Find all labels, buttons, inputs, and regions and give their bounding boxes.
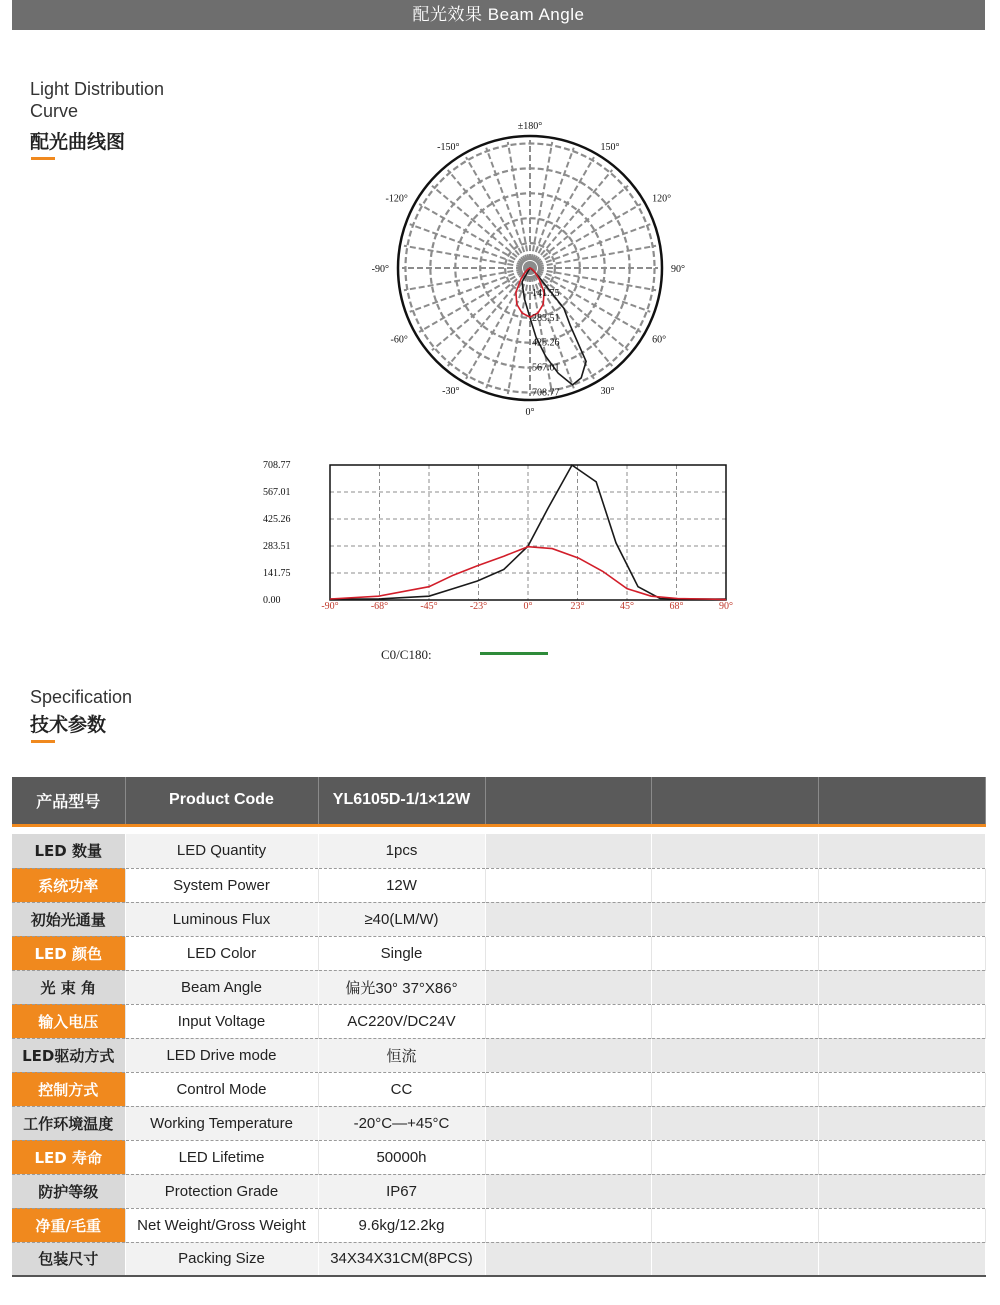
table-cell — [485, 1072, 651, 1106]
table-cell — [651, 970, 818, 1004]
chart-x-tick-label: -90° — [321, 601, 339, 612]
table-cell: -20°C—+45°C — [318, 1106, 485, 1140]
polar-distribution-chart — [371, 118, 685, 418]
table-cell — [485, 1140, 651, 1174]
table-cell — [818, 1004, 985, 1038]
table-cell: 9.6kg/12.2kg — [318, 1208, 485, 1242]
table-header-cell — [651, 777, 818, 825]
table-header-row — [12, 777, 985, 825]
table-row — [12, 1072, 985, 1106]
polar-spoke — [448, 274, 525, 366]
chart-y-tick-label: 283.51 — [263, 541, 291, 552]
table-cell — [485, 1038, 651, 1072]
table-cell: Net Weight/Gross Weight — [125, 1208, 318, 1242]
table-spacer — [12, 825, 985, 834]
table-cell — [818, 1242, 985, 1276]
table-cell: 12W — [318, 868, 485, 902]
table-cell — [651, 1072, 818, 1106]
table-row — [12, 970, 985, 1004]
table-cell: ≥40(LM/W) — [318, 902, 485, 936]
polar-angle-label: -30° — [442, 386, 460, 398]
section-accent-bar — [31, 740, 55, 743]
table-cell — [818, 1140, 985, 1174]
table-cell — [651, 1140, 818, 1174]
table-cell — [818, 1174, 985, 1208]
table-cell: 初始光通量 — [12, 902, 125, 936]
table-row — [12, 1242, 985, 1276]
table-cell — [485, 834, 651, 868]
table-cell: 50000h — [318, 1140, 485, 1174]
polar-angle-label: ±180° — [517, 121, 543, 132]
polar-angle-label: 150° — [600, 141, 620, 153]
polar-angle-label: -90° — [371, 264, 389, 275]
specification-title-cn: 技术参数 — [30, 714, 107, 736]
table-cell — [485, 936, 651, 970]
table-header-cell — [818, 777, 985, 825]
table-cell — [651, 1038, 818, 1072]
table-cell: LED Drive mode — [125, 1038, 318, 1072]
table-row — [12, 1140, 985, 1174]
polar-spoke — [536, 186, 628, 263]
table-cell: Working Temperature — [125, 1106, 318, 1140]
polar-ring-label: 708.77 — [532, 387, 560, 399]
table-cell: CC — [318, 1072, 485, 1106]
polar-angle-label: 90° — [671, 264, 685, 275]
polar-ring-label: 283.51 — [532, 312, 560, 324]
table-cell — [651, 902, 818, 936]
legend-label: C0/C180: — [381, 647, 432, 662]
table-cell: LED 数量 — [12, 834, 125, 868]
table-cell — [651, 868, 818, 902]
table-cell: Packing Size — [125, 1242, 318, 1276]
distribution-title-cn: 配光曲线图 — [30, 131, 126, 153]
table-cell — [818, 970, 985, 1004]
chart-x-tick-label: -45° — [420, 601, 438, 612]
chart-x-tick-label: 68° — [669, 601, 684, 612]
legend-swatch — [480, 652, 548, 655]
table-cell — [818, 1038, 985, 1072]
table-cell: LED Quantity — [125, 834, 318, 868]
polar-angle-label: 30° — [600, 386, 615, 398]
table-cell: 净重/毛重 — [12, 1208, 125, 1242]
table-row — [12, 1208, 985, 1242]
table-header-cell: Product Code — [125, 777, 318, 825]
table-row — [12, 1106, 985, 1140]
table-cell — [485, 1208, 651, 1242]
table-cell: 光 束 角 — [12, 970, 125, 1004]
polar-spoke — [531, 142, 552, 260]
table-cell — [651, 1208, 818, 1242]
chart-x-tick-label: 90° — [719, 601, 733, 612]
distribution-line-chart — [255, 455, 755, 620]
polar-angle-label: 120° — [652, 193, 672, 205]
polar-ring-label: 141.75 — [532, 287, 560, 299]
table-cell — [651, 1106, 818, 1140]
polar-spoke — [508, 142, 529, 260]
table-cell — [651, 1004, 818, 1038]
polar-spoke — [404, 269, 522, 290]
chart-y-tick-label: 425.26 — [263, 514, 291, 525]
chart-x-tick-label: -23° — [469, 601, 488, 612]
table-cell: Single — [318, 936, 485, 970]
chart-y-tick-label: 567.01 — [263, 487, 291, 498]
specification-title-en: Specification — [30, 687, 133, 707]
table-cell — [651, 1174, 818, 1208]
table-cell: Input Voltage — [125, 1004, 318, 1038]
table-cell: AC220V/DC24V — [318, 1004, 485, 1038]
chart-x-tick-label: -68° — [370, 601, 389, 612]
table-cell — [485, 902, 651, 936]
table-cell — [485, 1004, 651, 1038]
table-cell: Beam Angle — [125, 970, 318, 1004]
table-cell: LED Lifetime — [125, 1140, 318, 1174]
table-cell — [651, 936, 818, 970]
table-cell — [651, 834, 818, 868]
table-cell: Protection Grade — [125, 1174, 318, 1208]
table-cell — [818, 834, 985, 868]
table-row — [12, 868, 985, 902]
table-cell: LED 寿命 — [12, 1140, 125, 1174]
polar-spoke — [404, 246, 522, 267]
polar-spoke — [535, 170, 612, 262]
table-cell: 偏光30° 37°X86° — [318, 970, 485, 1004]
polar-angle-label: 60° — [652, 334, 667, 346]
table-cell: 包装尺寸 — [12, 1242, 125, 1276]
polar-angle-label: 0° — [525, 407, 535, 418]
table-cell — [485, 970, 651, 1004]
table-row — [12, 1004, 985, 1038]
table-cell: 34X34X31CM(8PCS) — [318, 1242, 485, 1276]
table-header-cell: 产品型号 — [12, 777, 125, 825]
chart-y-tick-label: 0.00 — [263, 595, 281, 606]
table-row — [12, 1038, 985, 1072]
chart-y-tick-label: 708.77 — [263, 460, 291, 471]
table-cell — [485, 1174, 651, 1208]
table-row — [12, 902, 985, 936]
table-spacer-cell — [12, 825, 985, 834]
polar-angle-label: -120° — [385, 193, 408, 205]
table-header-cell — [485, 777, 651, 825]
chart-x-tick-label: 23° — [570, 601, 585, 612]
table-cell — [818, 902, 985, 936]
table-header-cell: YL6105D-1/1×12W — [318, 777, 485, 825]
polar-spoke — [508, 276, 529, 394]
table-cell: 防护等级 — [12, 1174, 125, 1208]
table-cell — [485, 1106, 651, 1140]
table-cell: LED驱动方式 — [12, 1038, 125, 1072]
table-cell: 1pcs — [318, 834, 485, 868]
table-cell: 输入电压 — [12, 1004, 125, 1038]
chart-x-tick-label: 0° — [523, 601, 533, 612]
polar-spoke — [538, 246, 656, 267]
table-cell — [485, 868, 651, 902]
table-cell — [818, 868, 985, 902]
table-cell — [818, 1072, 985, 1106]
polar-angle-label: -150° — [437, 141, 460, 153]
polar-spoke — [448, 170, 525, 262]
table-cell — [651, 1242, 818, 1276]
polar-angle-label: -60° — [390, 334, 408, 346]
table-row — [12, 834, 985, 868]
polar-ring-label: 567.01 — [532, 362, 560, 374]
table-cell — [485, 1242, 651, 1276]
table-cell — [818, 936, 985, 970]
table-cell: 恒流 — [318, 1038, 485, 1072]
table-cell: Control Mode — [125, 1072, 318, 1106]
table-cell — [818, 1208, 985, 1242]
section-accent-bar — [31, 157, 55, 160]
specification-table — [12, 777, 986, 1277]
polar-spoke — [432, 273, 524, 350]
table-cell: 系统功率 — [12, 868, 125, 902]
section-banner: 配光效果 Beam Angle — [12, 0, 985, 30]
chart-x-tick-label: 45° — [620, 601, 634, 612]
distribution-title-en-line2: Curve — [30, 101, 79, 121]
table-cell: LED 颜色 — [12, 936, 125, 970]
table-cell: IP67 — [318, 1174, 485, 1208]
table-cell — [818, 1106, 985, 1140]
table-cell: System Power — [125, 868, 318, 902]
table-row — [12, 936, 985, 970]
table-cell: 工作环境温度 — [12, 1106, 125, 1140]
chart-y-tick-label: 141.75 — [263, 568, 291, 579]
table-cell: 控制方式 — [12, 1072, 125, 1106]
table-cell: Luminous Flux — [125, 902, 318, 936]
distribution-title-en: Light Distribution — [30, 79, 165, 99]
table-row — [12, 1174, 985, 1208]
polar-ring-label: 425.26 — [532, 337, 560, 349]
table-cell: LED Color — [125, 936, 318, 970]
